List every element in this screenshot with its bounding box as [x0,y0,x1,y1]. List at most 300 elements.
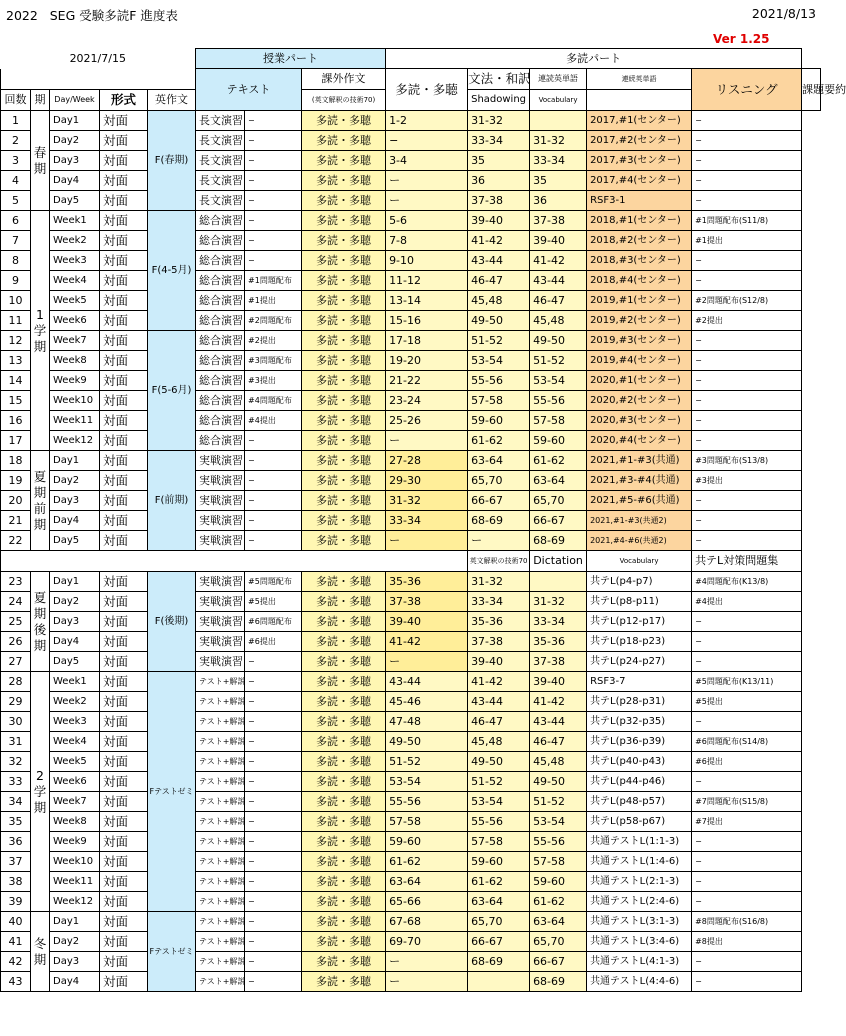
essay-cell: − [245,211,302,231]
essay-cell: − [245,531,302,551]
shadowing-cell: 35 [468,151,530,171]
grammar-cell: − [386,131,468,151]
table-row [1,632,821,652]
lesson-type-cell: テスト+解説 [196,792,245,812]
grammar-cell: 59-60 [386,832,468,852]
shadowing-cell: 53-54 [468,792,530,812]
vocabulary-cell: 61-62 [530,451,587,471]
listening-cell: 共通テストL(3:4-6) [587,932,692,952]
lesson-type-cell: 総合演習 [196,371,245,391]
keishiki-header: 形式 [100,90,148,111]
vocabulary-cell: 55-56 [530,832,587,852]
vocabulary-cell: 57-58 [530,852,587,872]
format-cell: 対面 [100,391,148,411]
summary-cell: − [692,511,802,531]
essay-cell: − [245,652,302,672]
row-number: 29 [1,692,31,712]
row-number: 13 [1,351,31,371]
day-week-cell: Week9 [50,832,100,852]
row-number: 19 [1,471,31,491]
grammar-cell: ー [386,952,468,972]
mid-label-dictation: Dictation [530,551,587,572]
essay-cell: − [245,952,302,972]
lesson-type-cell: テスト+解説 [196,692,245,712]
listening-cell: 共通テストL(2:4-6) [587,892,692,912]
lesson-type-cell: テスト+解説 [196,832,245,852]
format-cell: 対面 [100,772,148,792]
day-week-cell: Week12 [50,892,100,912]
table-row [1,672,821,692]
grammar-cell: 49-50 [386,732,468,752]
essay-cell: − [245,151,302,171]
lesson-type-cell: 総合演習 [196,411,245,431]
day-week-cell: Week10 [50,852,100,872]
format-cell: 対面 [100,231,148,251]
vocabulary-cell: 61-62 [530,892,587,912]
essay-cell: − [245,932,302,952]
summary-cell: − [692,371,802,391]
table-row [1,732,821,752]
grammar-cell: ー [386,191,468,211]
day-week-cell: Week4 [50,732,100,752]
tadoku-cell: 多読・多聴 [302,131,386,151]
row-number: 34 [1,792,31,812]
summary-cell: − [692,431,802,451]
grammar-cell: 13-14 [386,291,468,311]
row-number: 4 [1,171,31,191]
vocabulary-cell: 43-44 [530,712,587,732]
listening-cell: 共テL(p18-p23) [587,632,692,652]
shadowing-cell: 65,70 [468,912,530,932]
format-cell: 対面 [100,572,148,592]
shadowing-header: Shadowing [468,90,530,111]
shadowing-cell: 53-54 [468,351,530,371]
day-week-cell: Day1 [50,111,100,131]
summary-cell: − [692,171,802,191]
essay-cell: − [245,251,302,271]
lesson-type-cell: 総合演習 [196,351,245,371]
listening-cell: 2020,#3(センター) [587,411,692,431]
grammar-cell: 67-68 [386,912,468,932]
format-cell: 対面 [100,612,148,632]
vocab-header: Vocabulary [530,90,587,111]
listening-cell: 共テL(p48-p57) [587,792,692,812]
summary-cell: − [692,351,802,371]
table-row [1,712,821,732]
vocabulary-cell: 41-42 [530,251,587,271]
table-row [1,852,821,872]
day-week-cell: Week4 [50,271,100,291]
lesson-type-cell: テスト+解説 [196,932,245,952]
row-number: 8 [1,251,31,271]
tadoku-cell: 多読・多聴 [302,191,386,211]
summary-cell: #4提出 [692,592,802,612]
listening-cell: 共テL(p44-p46) [587,772,692,792]
tadoku-cell: 多読・多聴 [302,351,386,371]
shadowing-cell: 66-67 [468,491,530,511]
format-cell: 対面 [100,972,148,992]
format-cell: 対面 [100,191,148,211]
vocabulary-cell: 39-40 [530,231,587,251]
essay-cell: − [245,832,302,852]
tadoku-cell: 多読・多聴 [302,832,386,852]
listening-cell: 共テL(p24-p27) [587,652,692,672]
vocabulary-cell [530,572,587,592]
tadoku-cell: 多読・多聴 [302,251,386,271]
lesson-type-cell: 総合演習 [196,331,245,351]
lesson-type-cell: テスト+解説 [196,852,245,872]
sheet-date: 2021/8/13 [751,6,816,21]
day-week-cell: Day5 [50,531,100,551]
listening-cell: 2018,#4(センター) [587,271,692,291]
summary-cell: #8問題配布(S16/8) [692,912,802,932]
start-date: 2021/7/15 [69,51,126,65]
day-week-cell: Day4 [50,171,100,191]
day-week-cell: Day3 [50,151,100,171]
tadoku-cell: 多読・多聴 [302,151,386,171]
day-week-cell: Week8 [50,812,100,832]
lesson-type-cell: 実戦演習 [196,572,245,592]
day-week-cell: Week5 [50,291,100,311]
tadoku-cell: 多読・多聴 [302,632,386,652]
table-row [1,311,821,331]
listening-header: リスニング [692,69,802,111]
shadowing-cell: 31-32 [468,111,530,131]
table-row [1,291,821,311]
table-row [1,572,821,592]
format-cell: 対面 [100,251,148,271]
renzoku2-header: 連続英単語 [587,69,692,90]
summary-cell: #5提出 [692,692,802,712]
tadoku-cell: 多読・多聴 [302,912,386,932]
period-label: 1学期 [31,211,50,451]
row-number: 42 [1,952,31,972]
tadoku-cell: 多読・多聴 [302,511,386,531]
shadowing-cell: 36 [468,171,530,191]
vocabulary-cell: 35-36 [530,632,587,652]
format-cell: 対面 [100,471,148,491]
day-week-cell: Week3 [50,712,100,732]
table-row [1,391,821,411]
sheet-header [0,0,822,48]
day-week-cell: Week11 [50,872,100,892]
shadowing-cell: 43-44 [468,251,530,271]
shadowing-cell: 39-40 [468,652,530,672]
tadoku-cell: 多読・多聴 [302,411,386,431]
grammar-cell: ー [386,652,468,672]
listening-cell: 2017,#2(センター) [587,131,692,151]
day-week-cell: Day4 [50,511,100,531]
table-row [1,892,821,912]
row-number: 2 [1,131,31,151]
shadowing-cell [468,972,530,992]
day-week-cell: Day5 [50,191,100,211]
vocabulary-cell: 31-32 [530,131,587,151]
format-cell: 対面 [100,732,148,752]
essay-cell: #2提出 [245,331,302,351]
lesson-type-cell: 総合演習 [196,431,245,451]
table-row [1,331,821,351]
summary-cell: #3提出 [692,471,802,491]
tadoku-cell: 多読・多聴 [302,231,386,251]
lesson-type-cell: 長文演習 [196,131,245,151]
listening-cell: 2018,#2(センター) [587,231,692,251]
day-week-cell: Week12 [50,431,100,451]
vocabulary-cell: 59-60 [530,431,587,451]
table-row [1,511,821,531]
summary-cell: − [692,872,802,892]
summary-cell: − [692,411,802,431]
essay-cell: − [245,131,302,151]
lesson-type-cell: テスト+解説 [196,732,245,752]
essay-cell: − [245,812,302,832]
lesson-type-cell: 実戦演習 [196,592,245,612]
text-group-label: Fテストゼミ [148,912,196,992]
vocabulary-cell: 49-50 [530,331,587,351]
day-week-cell: Day1 [50,572,100,592]
listening-cell: RSF3-7 [587,672,692,692]
table-row [1,371,821,391]
lesson-type-cell: テスト+解説 [196,892,245,912]
day-week-cell: Week6 [50,772,100,792]
shadowing-cell: 45,48 [468,291,530,311]
grammar-cell: 35-36 [386,572,468,592]
shadowing-cell: 33-34 [468,592,530,612]
divider-spacer [1,551,468,572]
table-row [1,451,821,471]
grammar-cell: 55-56 [386,792,468,812]
row-number: 18 [1,451,31,471]
summary-cell: − [692,952,802,972]
vocabulary-cell: 45,48 [530,311,587,331]
tadoku-cell: 多読・多聴 [302,652,386,672]
essay-cell: − [245,892,302,912]
essay-cell: − [245,431,302,451]
row-number: 40 [1,912,31,932]
listening-cell: 共通テストL(3:1-3) [587,912,692,932]
summary-cell: − [692,712,802,732]
table-row [1,171,821,191]
vocabulary-cell: 66-67 [530,952,587,972]
shadowing-cell: 65,70 [468,471,530,491]
essay-cell: − [245,732,302,752]
summary-cell: − [692,391,802,411]
grammar-cell: 1-2 [386,111,468,131]
row-number: 25 [1,612,31,632]
shadowing-cell: 55-56 [468,371,530,391]
shadowing-cell: 68-69 [468,511,530,531]
lesson-type-cell: 総合演習 [196,311,245,331]
day-week-cell: Week5 [50,752,100,772]
lesson-type-cell: 実戦演習 [196,612,245,632]
day-week-cell: Day2 [50,932,100,952]
summary-cell: − [692,612,802,632]
listening-cell: 共テL(p8-p11) [587,592,692,612]
listening-cell: 共テL(p28-p31) [587,692,692,712]
summary-cell: − [692,191,802,211]
essay-cell: #4提出 [245,411,302,431]
tadoku-cell: 多読・多聴 [302,471,386,491]
shadowing-cell: 33-34 [468,131,530,151]
lesson-type-cell: テスト+解説 [196,752,245,772]
table-row [1,932,821,952]
table-row [1,431,821,451]
tadoku-cell: 多読・多聴 [302,932,386,952]
listening-cell: 2017,#4(センター) [587,171,692,191]
lesson-type-cell: 実戦演習 [196,471,245,491]
summary-cell: − [692,251,802,271]
lesson-type-cell: 長文演習 [196,191,245,211]
table-row [1,411,821,431]
summary-cell: − [692,151,802,171]
tadoku-cell: 多読・多聴 [302,291,386,311]
grammar-cell: 5-6 [386,211,468,231]
listening-cell: 共通テストL(1:1-3) [587,832,692,852]
divider-spacer [802,551,821,572]
tadoku-part-header: 多読パート [386,49,802,69]
bunpo-header: 文法・和訳 [468,69,530,90]
summary-cell: − [692,131,802,151]
lesson-type-cell: 総合演習 [196,271,245,291]
table-row [1,471,821,491]
lesson-type-cell: 総合演習 [196,251,245,271]
listening-cell: 2017,#3(センター) [587,151,692,171]
day-week-cell: Week6 [50,311,100,331]
day-week-cell: Week7 [50,792,100,812]
grammar-cell: 51-52 [386,752,468,772]
grammar-cell: 69-70 [386,932,468,952]
vocabulary-cell: 51-52 [530,792,587,812]
tadoku-cell: 多読・多聴 [302,451,386,471]
shadowing-cell: 51-52 [468,331,530,351]
jugyo-part-header: 授業パート [196,49,386,69]
summary-cell: #3問題配布(S13/8) [692,451,802,471]
format-cell: 対面 [100,692,148,712]
row-number: 15 [1,391,31,411]
listening-cell: 2020,#4(センター) [587,431,692,451]
essay-cell: − [245,852,302,872]
tadoku-cell: 多読・多聴 [302,792,386,812]
day-week-cell: Day5 [50,652,100,672]
listening-cell: 2020,#1(センター) [587,371,692,391]
table-row [1,251,821,271]
eisakubun-header: 英作文 [148,90,196,111]
vocabulary-cell: 39-40 [530,672,587,692]
essay-cell: − [245,912,302,932]
day-week-cell: Day4 [50,972,100,992]
lesson-type-cell: テスト+解説 [196,712,245,732]
row-number: 43 [1,972,31,992]
listening-cell: 2019,#2(センター) [587,311,692,331]
row-number: 31 [1,732,31,752]
tadoku-cell: 多読・多聴 [302,592,386,612]
row-number: 12 [1,331,31,351]
shadowing-cell: 59-60 [468,411,530,431]
essay-cell: #1提出 [245,291,302,311]
grammar-cell: 15-16 [386,311,468,331]
sheet-title: 2022 SEG 受験多読F 進度表 [6,8,178,23]
essay-cell: − [245,792,302,812]
shadowing-cell: 37-38 [468,191,530,211]
format-cell: 対面 [100,111,148,131]
shadowing-cell: 45,48 [468,732,530,752]
table-row [1,531,821,551]
essay-cell: #5提出 [245,592,302,612]
row-number: 10 [1,291,31,311]
bunpo-sub-header: (英文解釈の技術70) [302,90,386,111]
row-number: 1 [1,111,31,131]
shadowing-cell: ー [468,531,530,551]
listening-cell: 2021,#1-#3(共通) [587,451,692,471]
day-week-cell: Week2 [50,231,100,251]
format-cell: 対面 [100,892,148,912]
summary-cell: #6提出 [692,752,802,772]
lesson-type-cell: 長文演習 [196,151,245,171]
format-cell: 対面 [100,171,148,191]
table-row [1,491,821,511]
lesson-type-cell: テスト+解説 [196,812,245,832]
essay-cell: #2問題配布 [245,311,302,331]
period-label: 春期 [31,111,50,211]
shadowing-cell: 31-32 [468,572,530,592]
tadoku-cell: 多読・多聴 [302,531,386,551]
summary-cell: − [692,832,802,852]
text-group-label: F(5-6月) [148,331,196,451]
essay-cell: #3問題配布 [245,351,302,371]
listening-cell: 共通テストL(1:4-6) [587,852,692,872]
shadowing-cell: 46-47 [468,712,530,732]
vocabulary-cell: 46-47 [530,732,587,752]
tadoku-cell: 多読・多聴 [302,391,386,411]
table-row [1,812,821,832]
text-group-label: F(後期) [148,572,196,672]
tadoku-cell: 多読・多聴 [302,491,386,511]
vocabulary-cell: 33-34 [530,151,587,171]
tadoku-cell: 多読・多聴 [302,271,386,291]
format-cell: 対面 [100,511,148,531]
grammar-cell: 17-18 [386,331,468,351]
lesson-type-cell: テスト+解説 [196,972,245,992]
summary-cell: #7提出 [692,812,802,832]
lesson-type-cell: 実戦演習 [196,511,245,531]
grammar-cell: 33-34 [386,511,468,531]
dayweek-header: Day/Week [50,90,100,111]
day-week-cell: Day3 [50,491,100,511]
format-cell: 対面 [100,431,148,451]
tadoku-cell: 多読・多聴 [302,872,386,892]
format-cell: 対面 [100,812,148,832]
essay-cell: #3提出 [245,371,302,391]
mid-label-kyote: 共テL対策問題集 [692,551,802,572]
table-row [1,972,821,992]
essay-cell: #6提出 [245,632,302,652]
day-week-cell: Day2 [50,131,100,151]
listening-cell: 共テL(p4-p7) [587,572,692,592]
lesson-type-cell: テスト+解説 [196,912,245,932]
row-number: 41 [1,932,31,952]
vocabulary-cell: 57-58 [530,411,587,431]
listening-cell: 共通テストL(4:4-6) [587,972,692,992]
mid-label-kaishaku: 英文解釈の技術70 [468,551,530,572]
listening-cell: 2021,#1-#3(共通2) [587,511,692,531]
grammar-cell: 31-32 [386,491,468,511]
summary-cell: #2提出 [692,311,802,331]
format-cell: 対面 [100,531,148,551]
vocabulary-cell: 35 [530,171,587,191]
essay-cell: − [245,872,302,892]
listening-cell: 2019,#3(センター) [587,331,692,351]
tadoku-cell: 多読・多聴 [302,111,386,131]
